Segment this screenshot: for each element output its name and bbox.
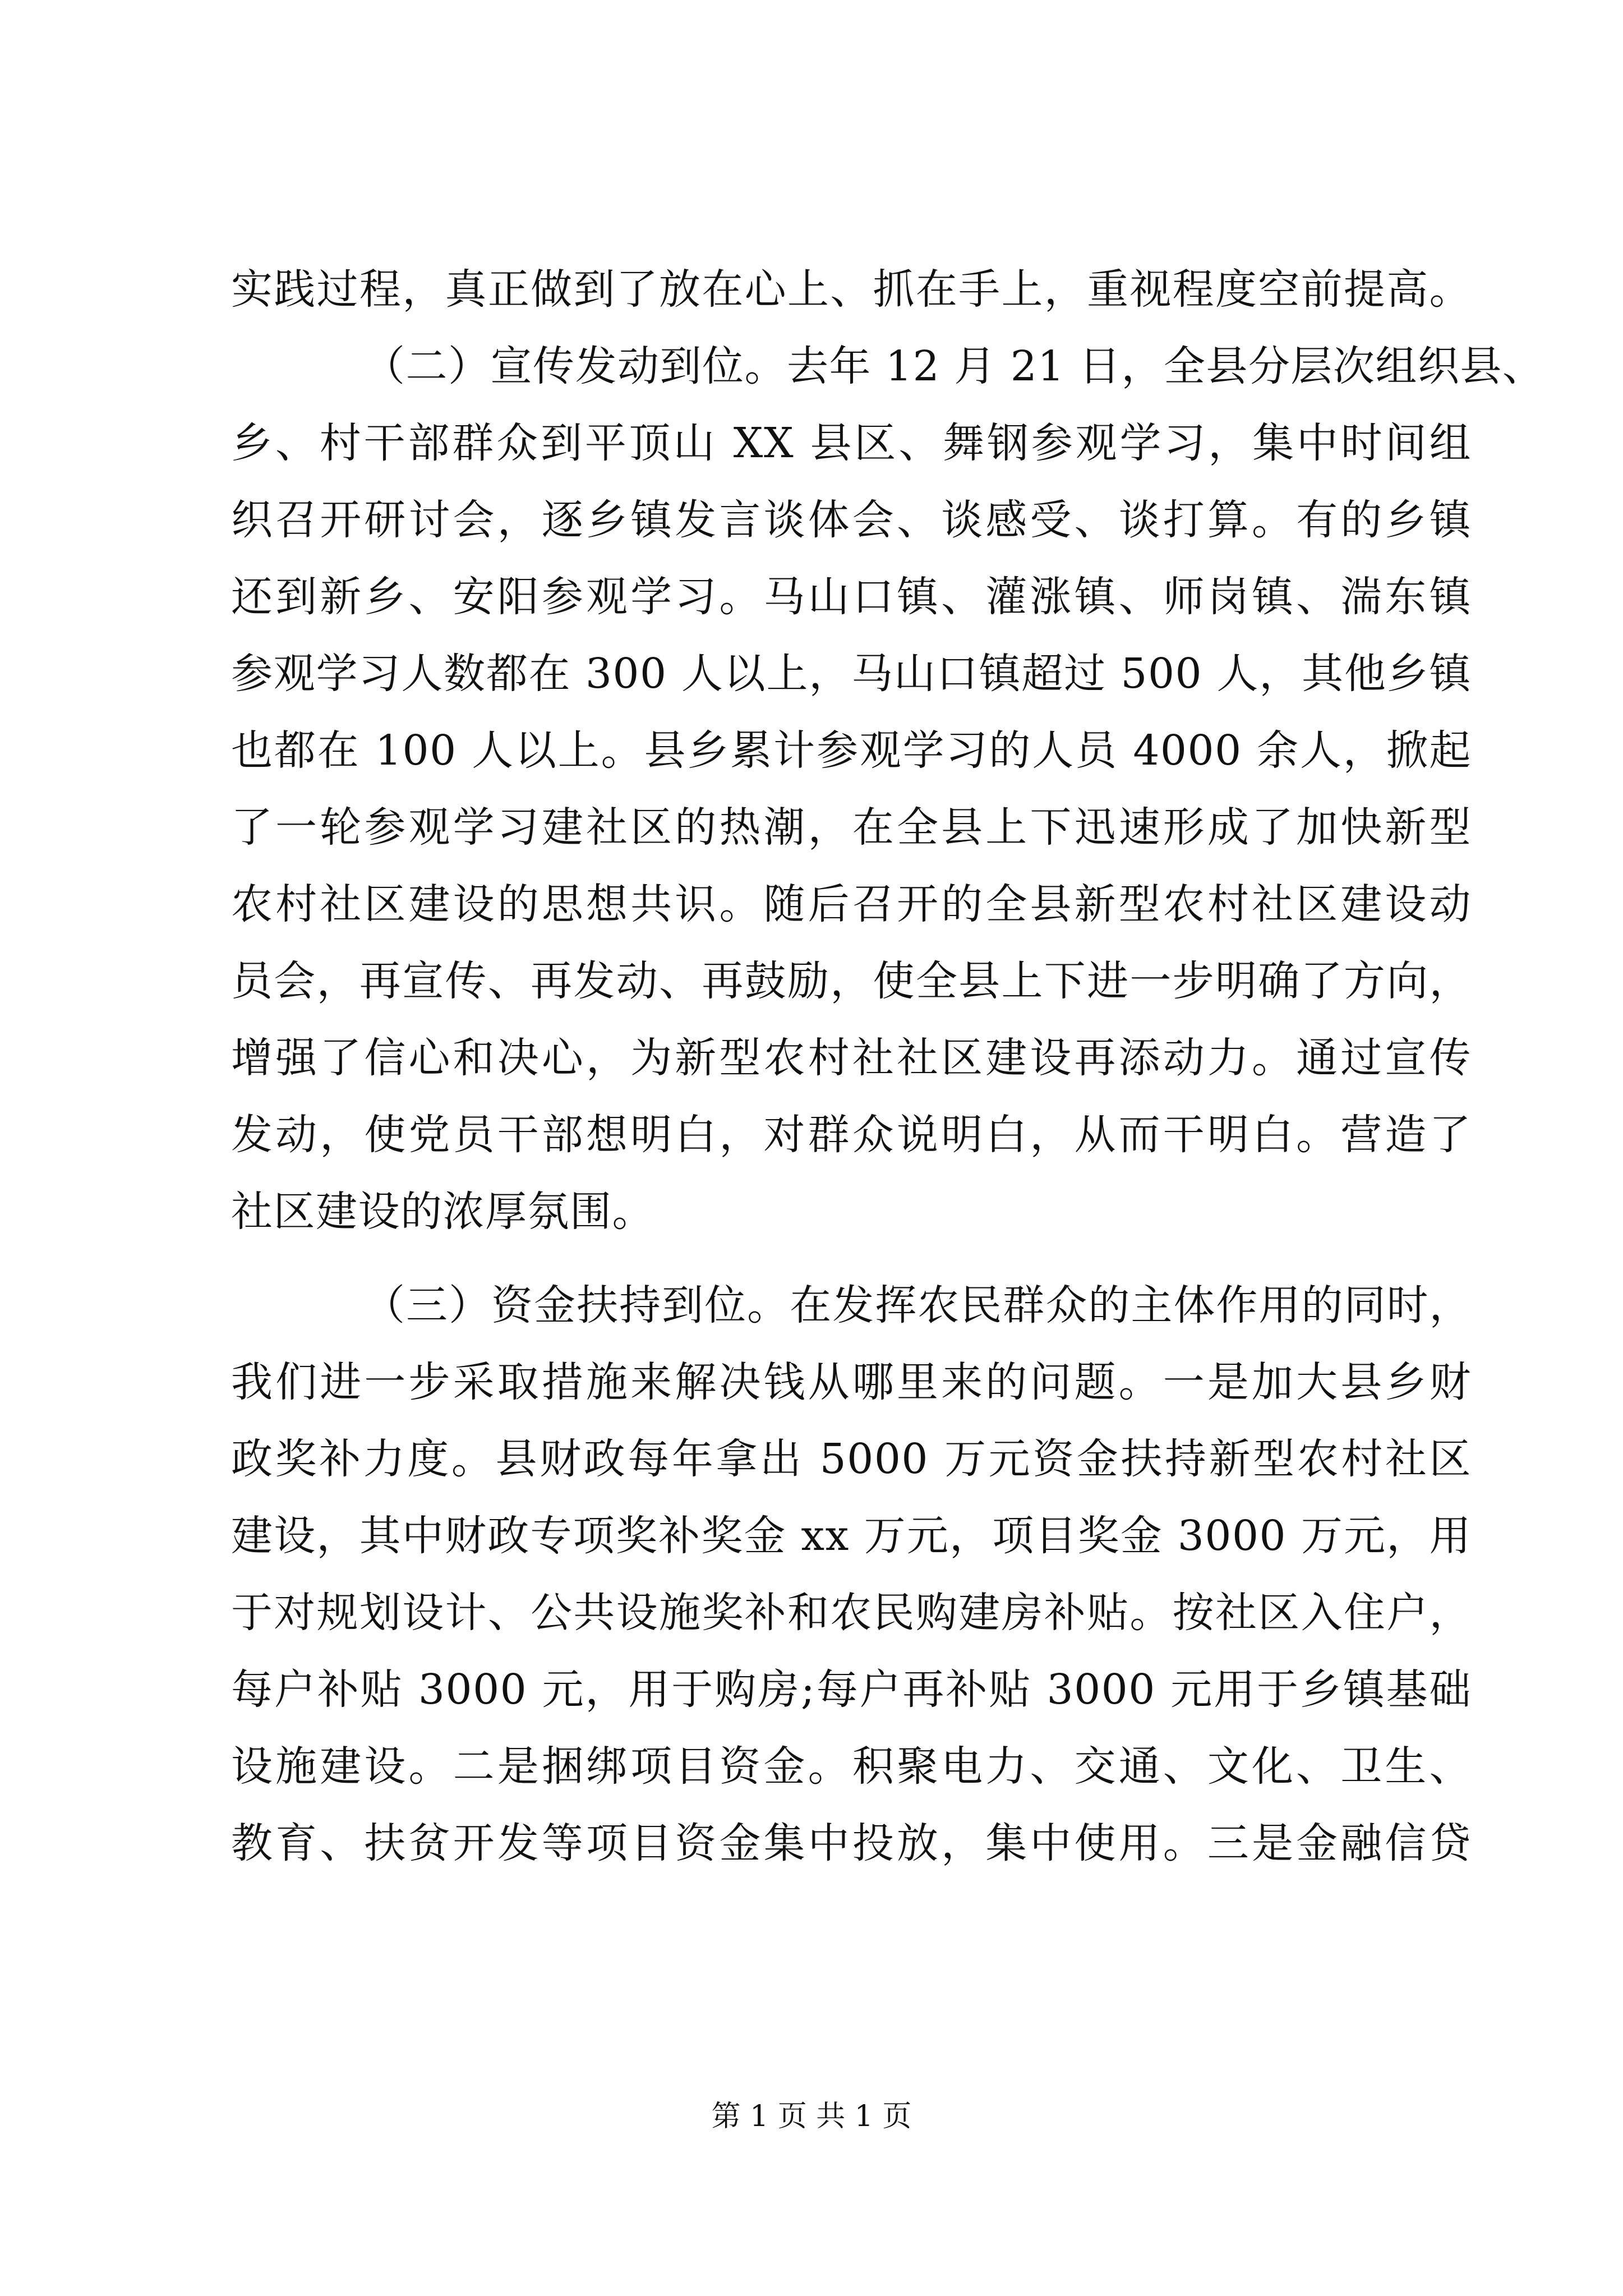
body-line: 每户补贴 3000 元，用于购房;每户再补贴 3000 元用于乡镇基础 (231, 1665, 1472, 1714)
body-line: 于对规划设计、公共设施奖补和农民购建房补贴。按社区入住户， (231, 1589, 1472, 1637)
body-line: 也都在 100 人以上。县乡累计参观学习的人员 4000 余人，掀起 (231, 726, 1472, 775)
paragraph-2-first-line: （二）宣传发动到位。去年 12 月 21 日，全县分层次组织县、 (363, 342, 1545, 390)
body-line: 设施建设。二是捆绑项目资金。积聚电力、交通、文化、卫生、 (231, 1742, 1472, 1791)
page-number-label: 第 1 页 共 1 页 (711, 2100, 912, 2133)
body-line: 参观学习人数都在 300 人以上，马山口镇超过 500 人，其他乡镇 (231, 650, 1472, 698)
page-footer (0, 2097, 1623, 2136)
body-line: 政奖补力度。县财政每年拿出 5000 万元资金扶持新型农村社区 (231, 1435, 1472, 1483)
body-line: 教育、扶贫开发等项目资金集中投放，集中使用。三是金融信贷 (231, 1819, 1472, 1867)
body-line: 建设，其中财政专项奖补奖金 xx 万元，项目奖金 3000 万元，用 (231, 1512, 1472, 1560)
body-line: 了一轮参观学习建社区的热潮，在全县上下迅速形成了加快新型 (231, 803, 1472, 852)
body-line: 增强了信心和决心，为新型农村社社区建设再添动力。通过宣传 (231, 1034, 1472, 1082)
paragraph-3-first-line: （三）资金扶持到位。在发挥农民群众的主体作用的同时， (363, 1281, 1472, 1329)
body-line: 还到新乡、安阳参观学习。马山口镇、灌涨镇、师岗镇、湍东镇 (231, 573, 1472, 621)
document-body (231, 251, 1545, 1882)
body-line: 发动，使党员干部想明白，对群众说明白，从而干明白。营造了 (231, 1111, 1472, 1159)
body-line: 我们进一步采取措施来解决钱从哪里来的问题。一是加大县乡财 (231, 1358, 1472, 1406)
paragraph-spacer (231, 1250, 1472, 1267)
body-line: 农村社区建设的思想共识。随后召开的全县新型农村社区建设动 (231, 880, 1472, 928)
body-line: 乡、村干部群众到平顶山 XX 县区、舞钢参观学习，集中时间组 (231, 419, 1472, 467)
body-line: 实践过程，真正做到了放在心上、抓在手上，重视程度空前提高。 (231, 265, 1472, 314)
body-line: 社区建设的浓厚氛围。 (231, 1188, 654, 1236)
body-line: 织召开研讨会，逐乡镇发言谈体会、谈感受、谈打算。有的乡镇 (231, 496, 1472, 544)
body-line: 员会，再宣传、再发动、再鼓励，使全县上下进一步明确了方向， (231, 957, 1472, 1005)
